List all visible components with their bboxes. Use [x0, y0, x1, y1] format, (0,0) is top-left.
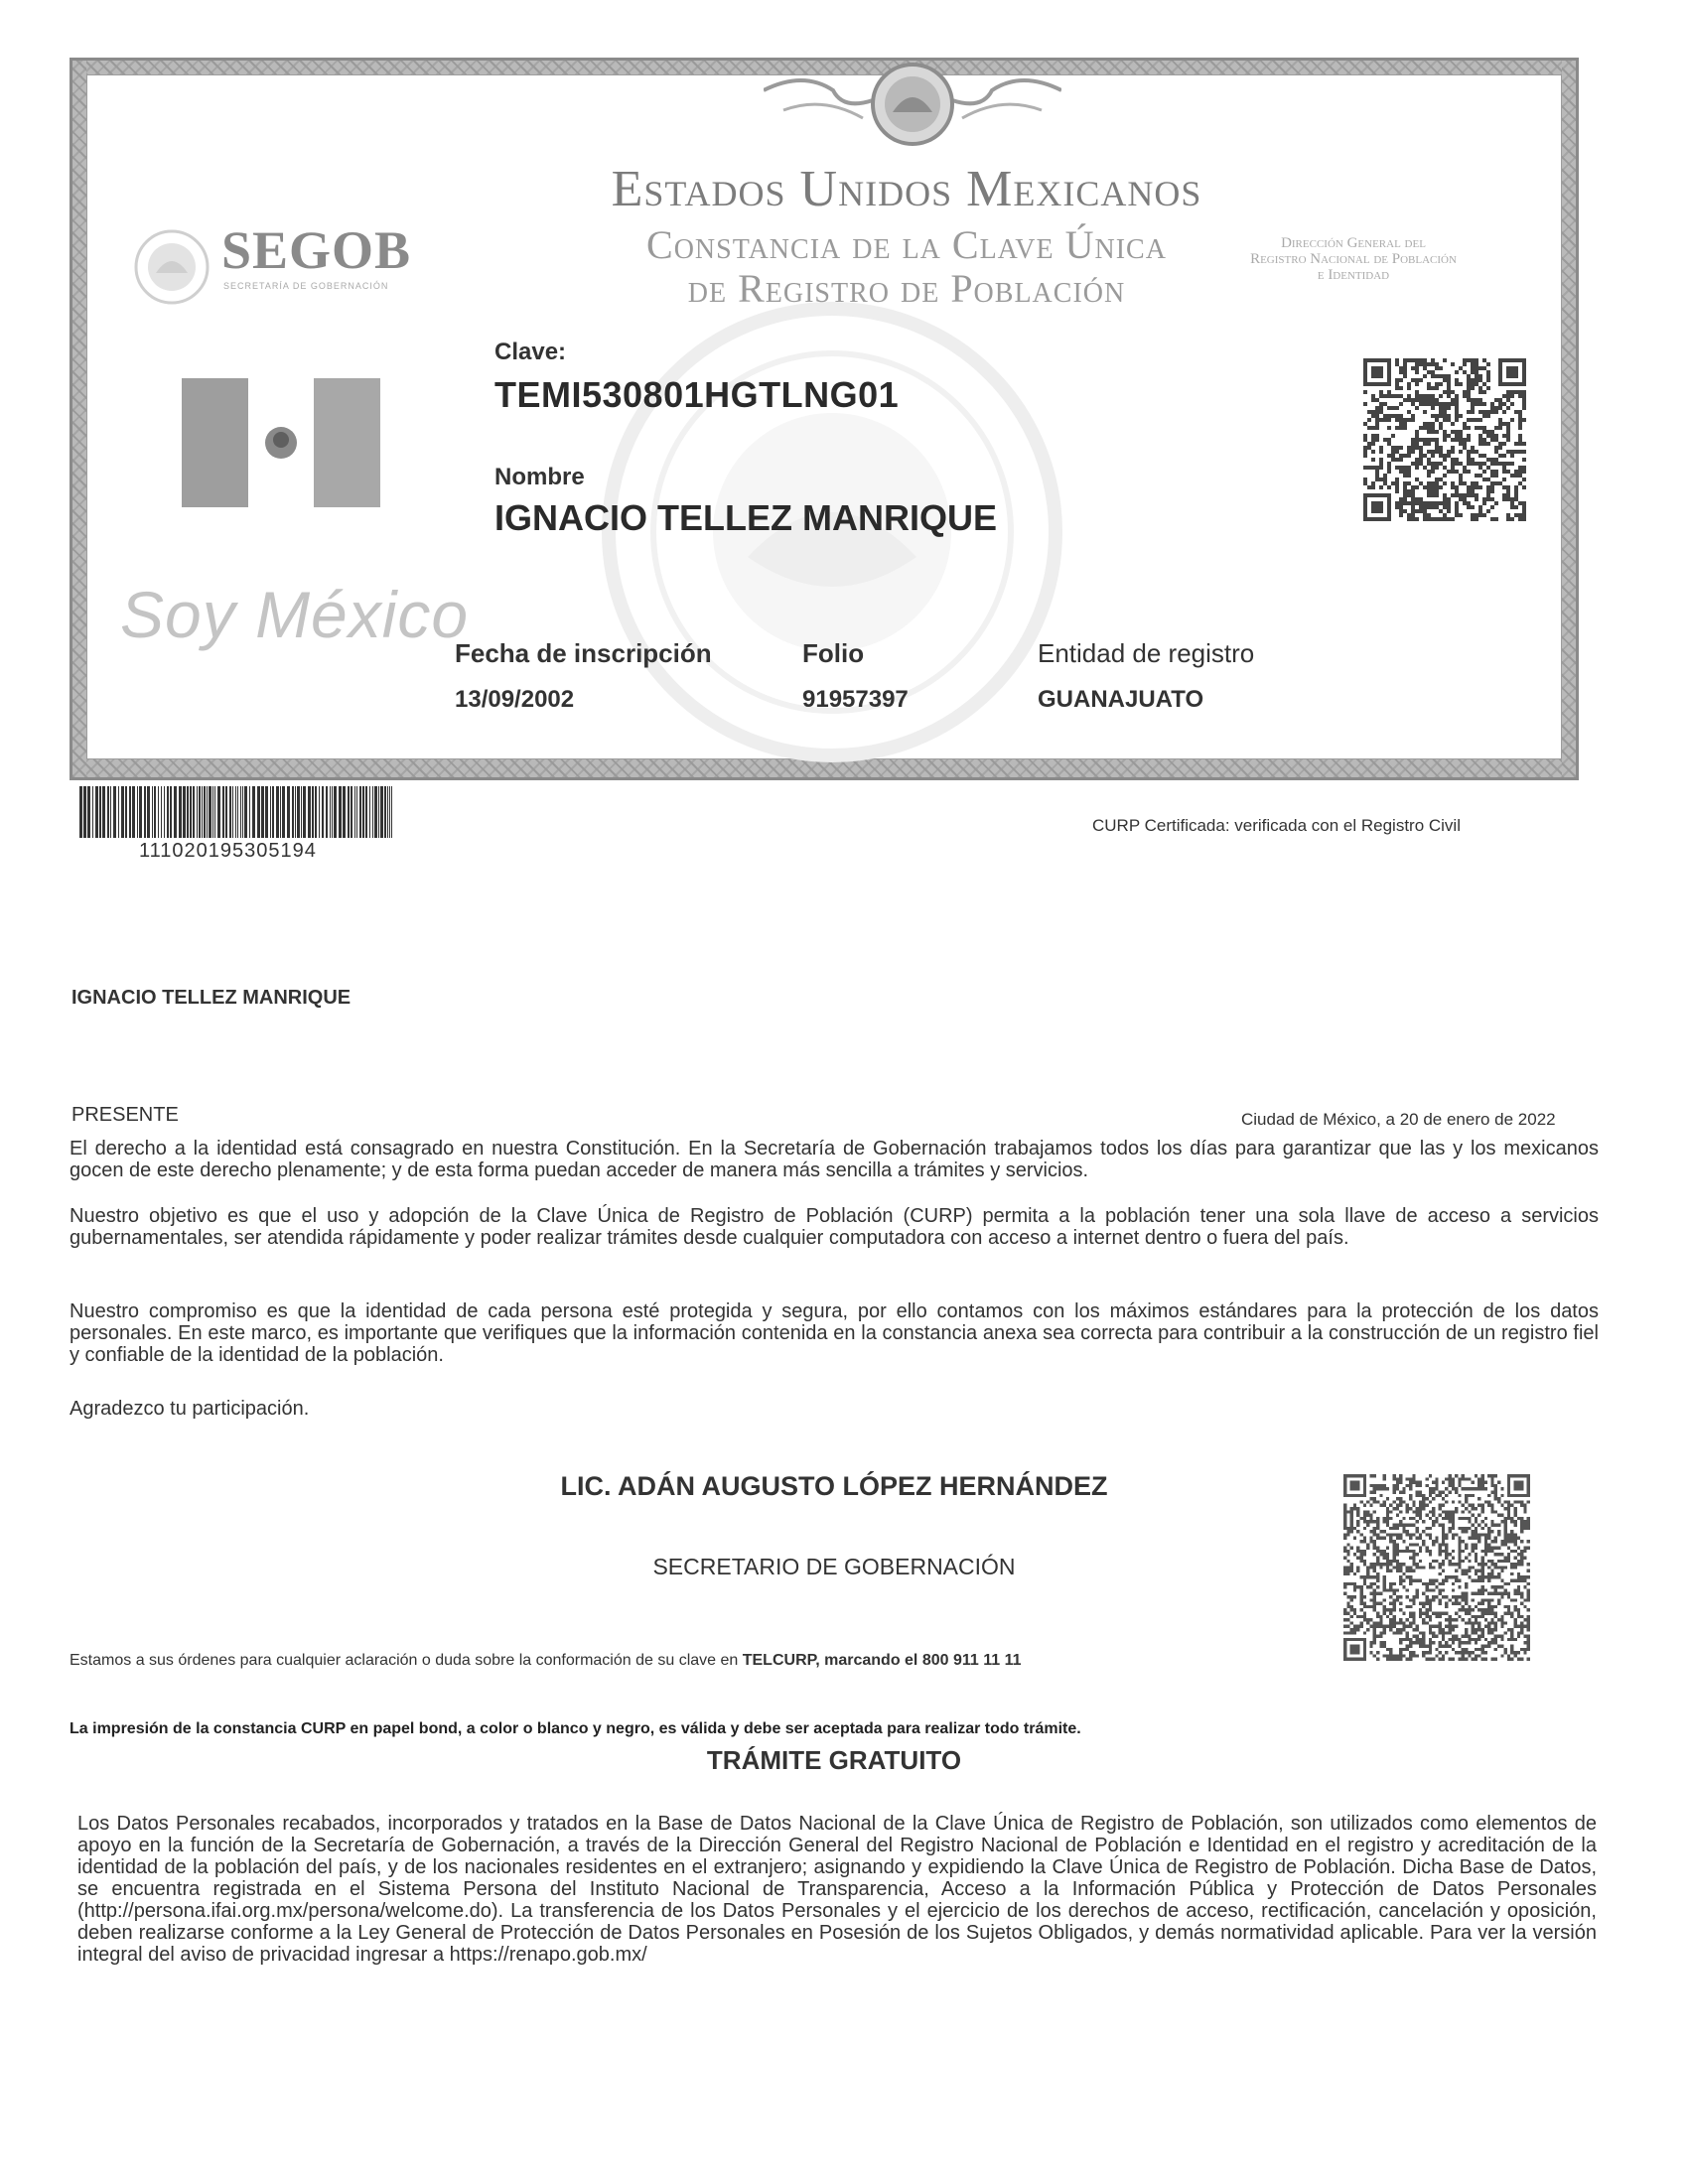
document-title: Estados Unidos Mexicanos: [611, 161, 1202, 217]
tramite-gratuito-heading: TRÁMITE GRATUITO: [706, 1745, 962, 1775]
letter-presente: PRESENTE: [71, 1104, 179, 1126]
directorate-line2: Registro Nacional de Población: [1250, 251, 1457, 267]
folio-label: Folio: [802, 638, 865, 668]
qr-code-icon: [1343, 1474, 1530, 1661]
guilloche-border-right: [1562, 61, 1576, 777]
guilloche-border-left: [72, 61, 86, 777]
entidad-registro-value: GUANAJUATO: [1038, 686, 1204, 713]
telcurp-text: Estamos a sus órdenes para cualquier aclaración o duda sobre la conformación de su clave en: [70, 1652, 743, 1669]
segob-subtitle: SECRETARÍA DE GOBERNACIÓN: [223, 281, 389, 291]
folio-value: 91957397: [802, 686, 909, 713]
curp-value: TEMI530801HGTLNG01: [494, 374, 900, 415]
fecha-inscripcion-label: Fecha de inscripción: [455, 638, 712, 668]
letter-place-date: Ciudad de México, a 20 de enero de 2022: [1241, 1110, 1556, 1129]
clave-label: Clave:: [494, 339, 567, 365]
national-crest-icon: [764, 61, 1061, 152]
signer-title: SECRETARIO DE GOBERNACIÓN: [652, 1554, 1016, 1579]
nombre-label: Nombre: [494, 464, 585, 490]
directorate-line3: e Identidad: [1317, 267, 1390, 283]
document-subtitle-line1: Constancia de la Clave Única: [646, 222, 1167, 267]
printing-validity-note: La impresión de la constancia CURP en papel bond, a color o blanco y negro, es válida y debe ser aceptada para realizar todo trámite.: [70, 1720, 1081, 1737]
barcode-number: 111020195305194: [139, 840, 317, 862]
mexican-flag-icon: [182, 378, 380, 507]
document-subtitle-line2: de Registro de Población: [687, 266, 1126, 311]
soy-mexico-watermark: Soy México: [120, 578, 470, 651]
curp-certificada-note: CURP Certificada: verificada con el Registro Civil: [1092, 816, 1461, 835]
letter-paragraph-3: Nuestro compromiso es que la identidad de cada persona esté protegida y segura, por ello contamos con los máximos estándares para la protección de los datos personales. En este marco, es importante que verifiques que la información contenida en la constancia anexa sea correcta para contribuir a la construcción de un registro fiel y confiable de la identidad de la población.: [70, 1300, 1599, 1366]
barcode-icon: [79, 786, 393, 838]
privacy-notice: Los Datos Personales recabados, incorporados y tratados en la Base de Datos Nacional de la Clave Única de Registro de Población, son utilizados como elementos de apoyo en la función de la Secretaría de Gobernación, a través de la Dirección General del Registro Nacional de Población e Identidad en el registro y acreditación de la identidad de la población del país, y de los nacionales residentes en el extranjero; asignando y expidiendo la Clave Única de Registro de Población. Dicha Base de Datos, se encuentra registrada en el Sistema Persona del Instituto Nacional de Transparencia, Acceso a la Información Pública y Protección de Datos Personales (http://persona.ifai.org.mx/persona/welcome.do). La transferencia de los Datos Personales y el ejercicio de los derechos de acceso, rectificación, cancelación y oposición, deben realizarse conforme a la Ley General de Protección de Datos Personales en Posesión de los Sujetos Obligados, y demás normatividad aplicable. Para ver la versión integral del aviso de privacidad ingresar a https://renapo.gob.mx/: [77, 1813, 1597, 1966]
directorate-line1: Dirección General del: [1281, 235, 1426, 251]
issuing-directorate: [1185, 235, 1522, 283]
nombre-value: IGNACIO TELLEZ MANRIQUE: [494, 497, 997, 538]
segob-logo: SEGOB: [221, 220, 412, 280]
letter-paragraph-1: El derecho a la identidad está consagrado en nuestra Constitución. En la Secretaría de Gobernación trabajamos todos los días para garantizar que las y los mexicanos gocen de este derecho plenamente; y de esta forma puedan acceder de manera más sencilla a trámites y servicios.: [70, 1138, 1599, 1181]
telcurp-note: [70, 1652, 1022, 1670]
entidad-registro-label: Entidad de registro: [1038, 638, 1255, 668]
fecha-inscripcion-value: 13/09/2002: [455, 686, 575, 713]
telcurp-phone: TELCURP, marcando el 800 911 11 11: [742, 1652, 1022, 1669]
signer-name: LIC. ADÁN AUGUSTO LÓPEZ HERNÁNDEZ: [560, 1471, 1108, 1501]
curp-certificate-card: [70, 58, 1579, 780]
letter-paragraph-4: Agradezco tu participación.: [70, 1398, 310, 1420]
qr-code-icon: [1363, 358, 1526, 521]
letter-recipient: IGNACIO TELLEZ MANRIQUE: [71, 987, 352, 1009]
segob-emblem-icon: [132, 227, 211, 307]
letter-paragraph-2: Nuestro objetivo es que el uso y adopción de la Clave Única de Registro de Población (CURP) permita a la población tener una sola llave de acceso a servicios gubernamentales, ser atendida rápidamente y poder realizar trámites desde cualquier computadora con acceso a internet dentro o fuera del país.: [70, 1205, 1599, 1249]
